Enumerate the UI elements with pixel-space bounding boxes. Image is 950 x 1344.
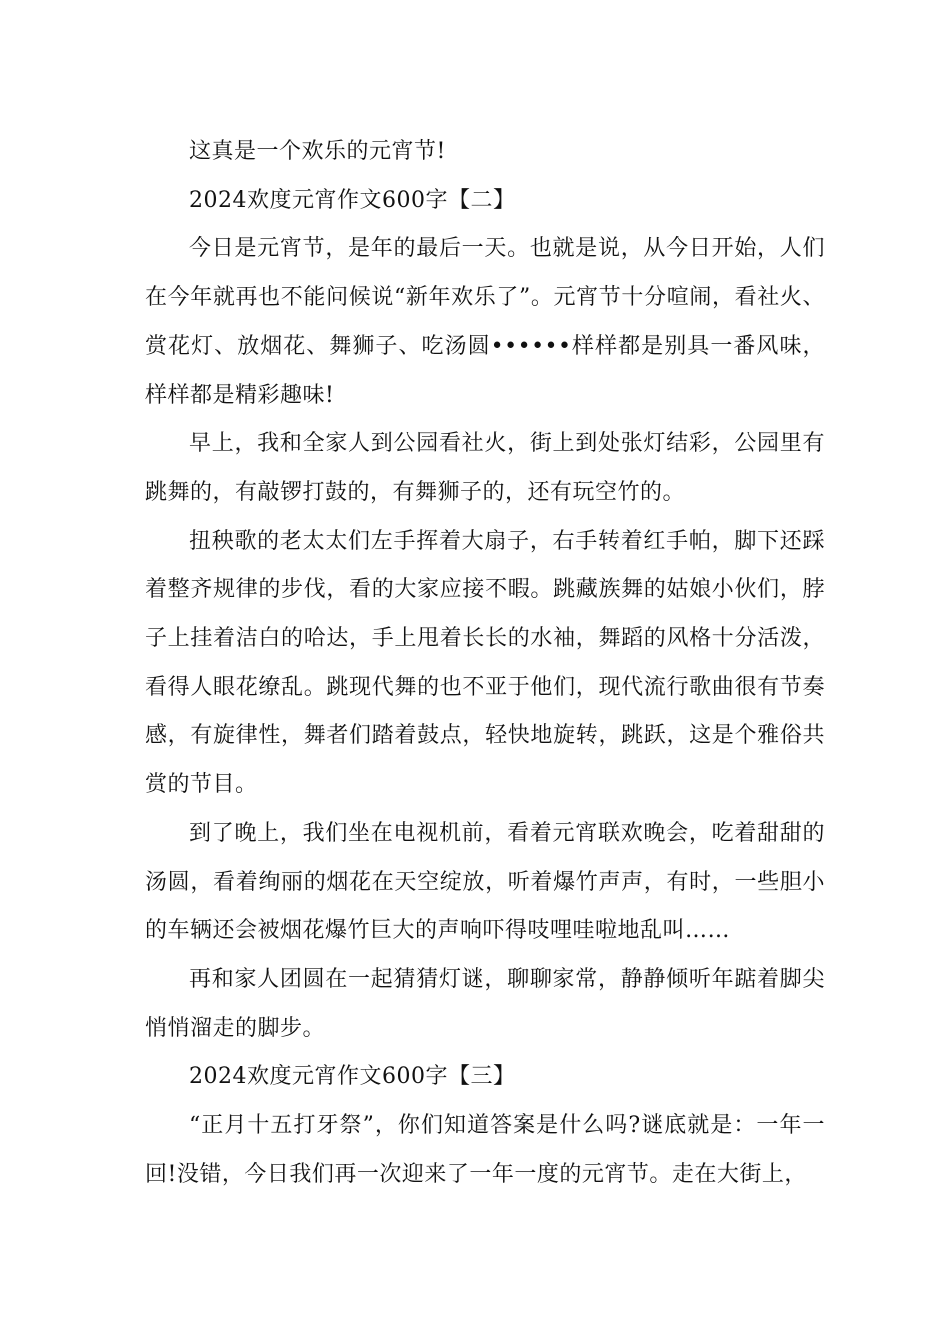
paragraph-evening-gala: 到了晚上，我们坐在电视机前，看着元宵联欢晚会，吃着甜甜的汤圆，看着绚丽的烟花在天空绽放，听着爆竹声声，有时，一些胆小的车辆还会被烟花爆竹巨大的声响吓得吱哩哇啦地乱叫…… (145, 820, 825, 944)
document-body (145, 128, 825, 1199)
paragraph-dances: 扭秧歌的老太太们左手挥着大扇子，右手转着红手帕，脚下还踩着整齐规律的步伐，看的大家应接不暇。跳藏族舞的姑娘小伙们，脖子上挂着洁白的哈达，手上甩着长长的水袖，舞蹈的风格十分活泼，看得人眼花缭乱。跳现代舞的也不亚于他们，现代流行歌曲很有节奏感，有旋律性，舞者们踏着鼓点，轻快地旋转，跳跃，这是个雅俗共赏的节目。 (145, 528, 825, 798)
section-heading-two: 2024欢度元宵作文600字【二】 (189, 187, 516, 213)
paragraph-closing-line: 这真是一个欢乐的元宵节! (189, 139, 446, 164)
section-heading-three: 2024欢度元宵作文600字【三】 (189, 1064, 516, 1090)
paragraph-riddle-opening: “正月十五打牙祭”，你们知道答案是什么吗?谜底就是：一年一回!没错，今日我们再一次迎来了一年一度的元宵节。走在大街上， (145, 1113, 825, 1187)
paragraph-family-riddles: 再和家人团圆在一起猜猜灯谜，聊聊家常，静静倾听年踮着脚尖悄悄溜走的脚步。 (145, 966, 825, 1041)
paragraph-morning-park: 早上，我和全家人到公园看社火，街上到处张灯结彩，公园里有跳舞的，有敲锣打鼓的，有舞狮子的，还有玩空竹的。 (145, 431, 825, 505)
paragraph-lantern-festival-intro: 今日是元宵节，是年的最后一天。也就是说，从今日开始，人们在今年就再也不能问候说“新年欢乐了”。元宵节十分喧闹，看社火、赏花灯、放烟花、舞狮子、吃汤圆••••••样样都是别具一番风味，样样都是精彩趣味! (145, 236, 825, 408)
